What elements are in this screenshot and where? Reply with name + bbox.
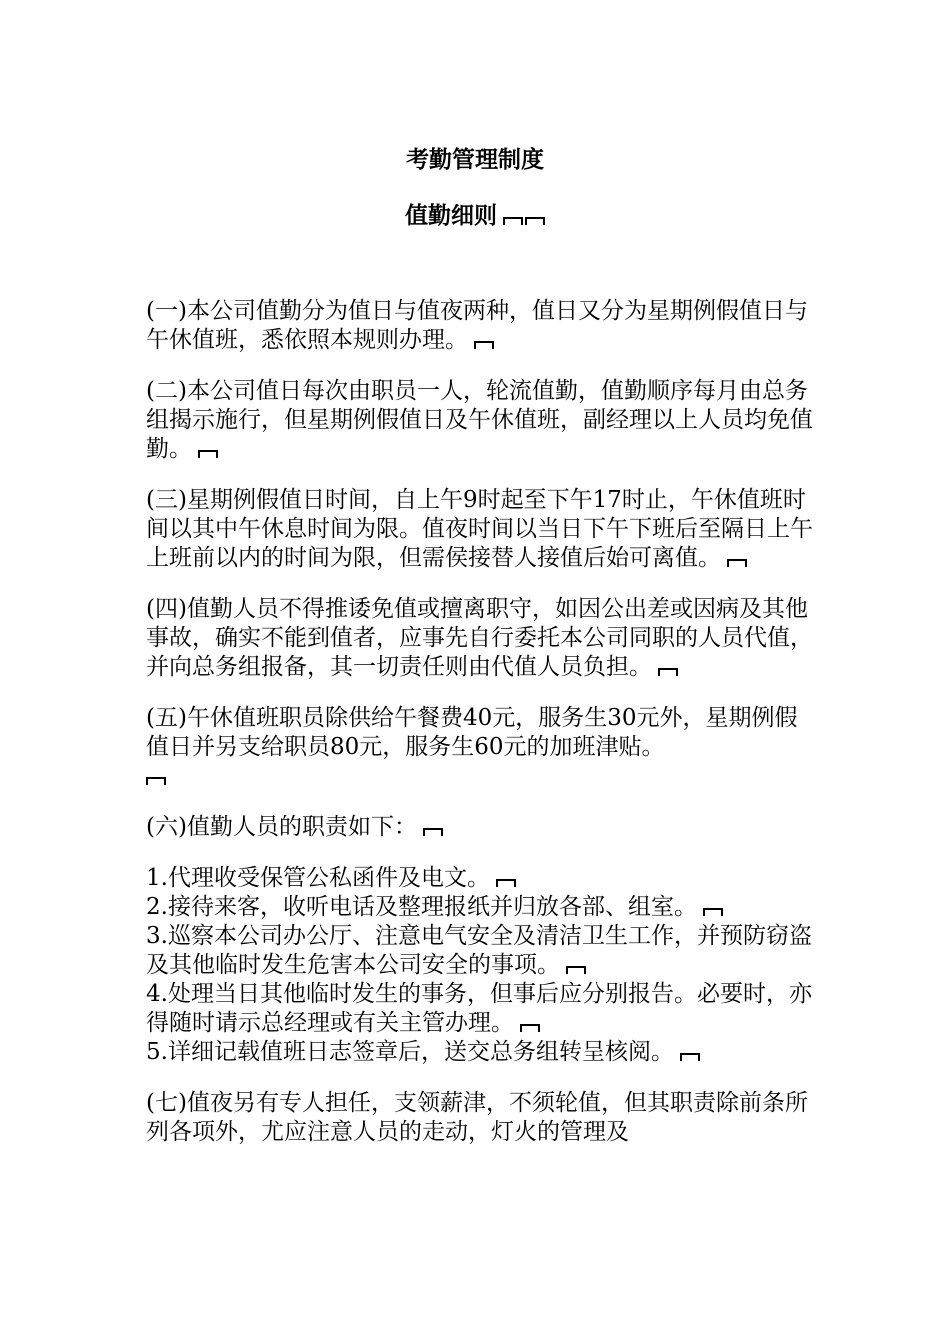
paragraph-text: (六)值勤人员的职责如下： [146,814,417,840]
paragraph-7 [146,1089,816,1147]
paragraph-1 [146,297,816,355]
list-item-text: 3.巡察本公司办公厅、注意电气安全及清洁卫生工作，并预防窃盗及其他临时发生危害本公司安全的事项。 [146,923,812,978]
paragraph-4 [146,595,816,682]
paragraph-6 [146,813,816,842]
document-body [146,297,816,1169]
duties-list [146,864,816,1067]
paragraph-mark-icon [703,907,723,916]
paragraph-3 [146,486,816,573]
list-item [146,980,816,1038]
paragraph-text: (七)值夜另有专人担任，支领薪津，不须轮值，但其职责除前条所列各项外，尤应注意人员的走动，灯火的管理及 [146,1090,808,1145]
list-item-text: 4.处理当日其他临时发生的事务，但事后应分别报告。必要时，亦得随时请示总经理或有关主管办理。 [146,981,812,1036]
paragraph-mark-icon [680,1052,700,1061]
paragraph-mark-icon [525,216,545,225]
paragraph-mark-icon [658,667,678,676]
paragraph-mark-icon [423,827,443,836]
list-item-text: 1.代理收受保管公私函件及电文。 [146,865,490,891]
paragraph-5 [146,704,816,791]
list-item-text: 5.详细记载值班日志签章后，送交总务组转呈核阅。 [146,1039,674,1065]
paragraph-text: (五)午休值班职员除供给午餐费40元，服务生30元外，星期例假值日并另支给职员80元，服务生60元的加班津贴。 [146,705,798,760]
document-subtitle [0,201,950,231]
paragraph-text: (二)本公司值日每次由职员一人，轮流值勤，值勤顺序每月由总务组揭示施行，但星期例假值日及午休值班，副经理以上人员均免值勤。 [146,378,813,462]
paragraph-mark-icon [727,558,747,567]
list-item [146,864,816,893]
paragraph-text: (一)本公司值勤分为值日与值夜两种，值日又分为星期例假值日与午休值班，悉依照本规则办理。 [146,298,808,353]
paragraph-mark-icon [198,449,218,458]
list-item [146,922,816,980]
document-title: 考勤管理制度 [406,147,544,173]
paragraph-mark-icon [146,776,166,785]
paragraph-text: (四)值勤人员不得推诿免值或擅离职守，如因公出差或因病及其他事故，确实不能到值者，应事先自行委托本公司同职的人员代值，并向总务组报备，其一切责任则由代值人员负担。 [146,596,813,680]
paragraph-text: (三)星期例假值日时间，自上午9时起至下午17时止，午休值班时间以其中午休息时间为限。值夜时间以当日下午下班后至隔日上午上班前以内的时间为限，但需侯接替人接值后始可离值。 [146,487,813,571]
paragraph-mark-icon [496,878,516,887]
paragraph-mark-icon [520,1023,540,1032]
paragraph-2 [146,377,816,464]
list-item-text: 2.接待来客，收听电话及整理报纸并归放各部、组室。 [146,894,697,920]
list-item [146,1038,816,1067]
subtitle-text: 值勤细则 [405,203,497,229]
paragraph-mark-icon [474,340,494,349]
list-item [146,893,816,922]
paragraph-mark-icon [503,216,523,225]
paragraph-mark-icon [566,965,586,974]
